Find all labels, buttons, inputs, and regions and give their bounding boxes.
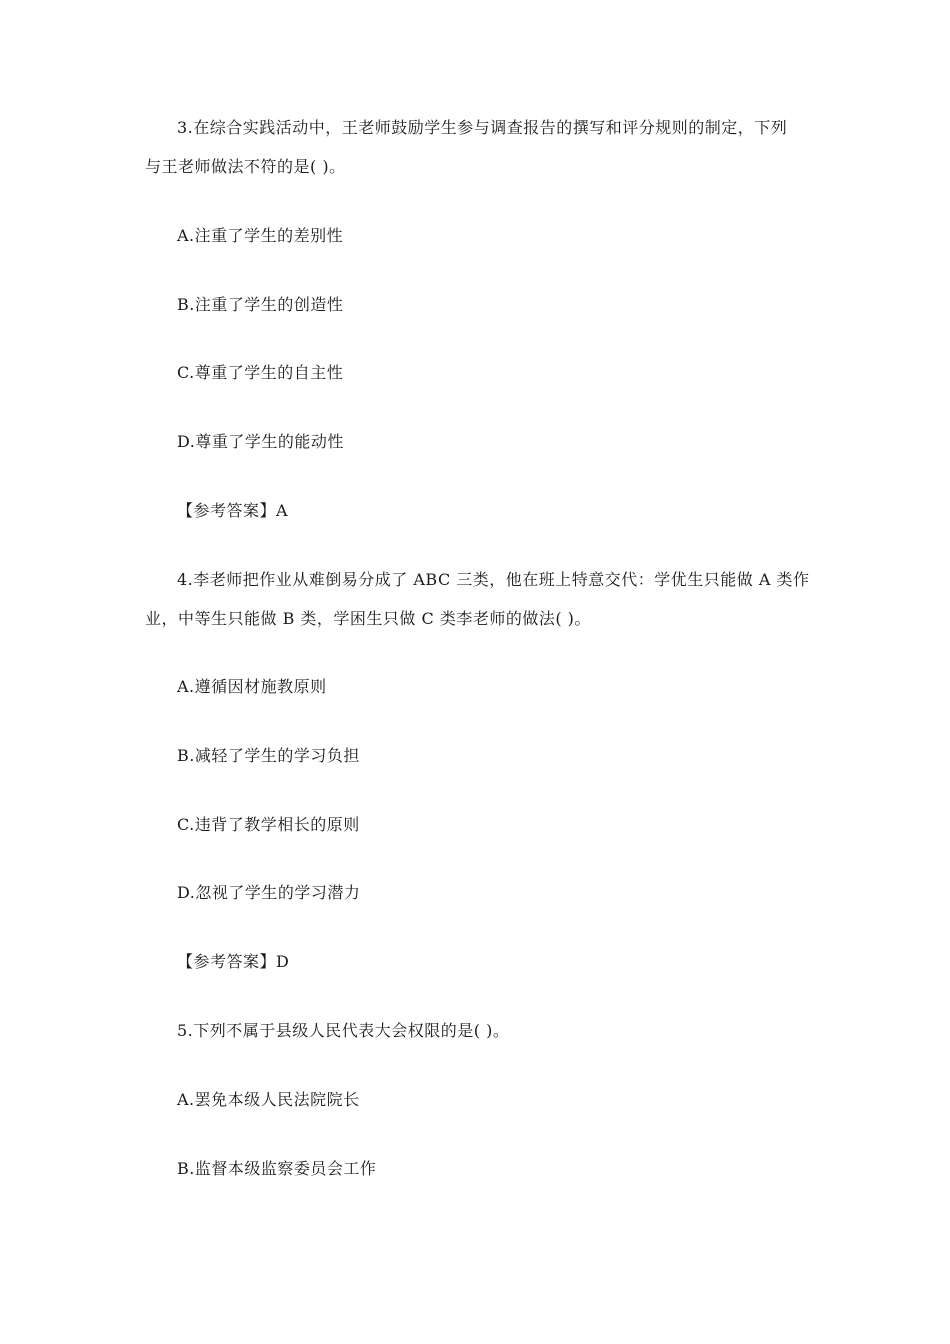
question-4-answer: 【参考答案】D	[177, 952, 290, 971]
question-3-option-b: B.注重了学生的创造性	[177, 295, 344, 314]
question-5-option-b: B.监督本级监察委员会工作	[177, 1159, 377, 1178]
question-4-option-d: D.忽视了学生的学习潜力	[177, 883, 361, 902]
question-5-option-a: A.罢免本级人民法院院长	[177, 1090, 360, 1109]
question-3-stem-line1: 3.在综合实践活动中，王老师鼓励学生参与调查报告的撰写和评分规则的制定，下列	[177, 118, 788, 137]
question-4-stem-line1: 4.李老师把作业从难倒易分成了 ABC 三类，他在班上特意交代：学优生只能做 A 类作	[177, 570, 810, 589]
question-3-stem-line2: 与王老师做法不符的是( )。	[145, 157, 346, 176]
question-4-stem-line2: 业，中等生只能做 B 类，学困生只做 C 类李老师的做法( )。	[145, 609, 591, 628]
question-3-option-a: A.注重了学生的差别性	[177, 226, 344, 245]
question-3-answer: 【参考答案】A	[177, 501, 289, 520]
question-4-option-a: A.遵循因材施教原则	[177, 677, 327, 696]
question-3-option-d: D.尊重了学生的能动性	[177, 432, 344, 451]
question-4-option-b: B.减轻了学生的学习负担	[177, 746, 360, 765]
question-3-option-c: C.尊重了学生的自主性	[177, 363, 344, 382]
question-5-stem-line1: 5.下列不属于县级人民代表大会权限的是( )。	[177, 1021, 510, 1040]
question-4-option-c: C.违背了教学相长的原则	[177, 815, 360, 834]
